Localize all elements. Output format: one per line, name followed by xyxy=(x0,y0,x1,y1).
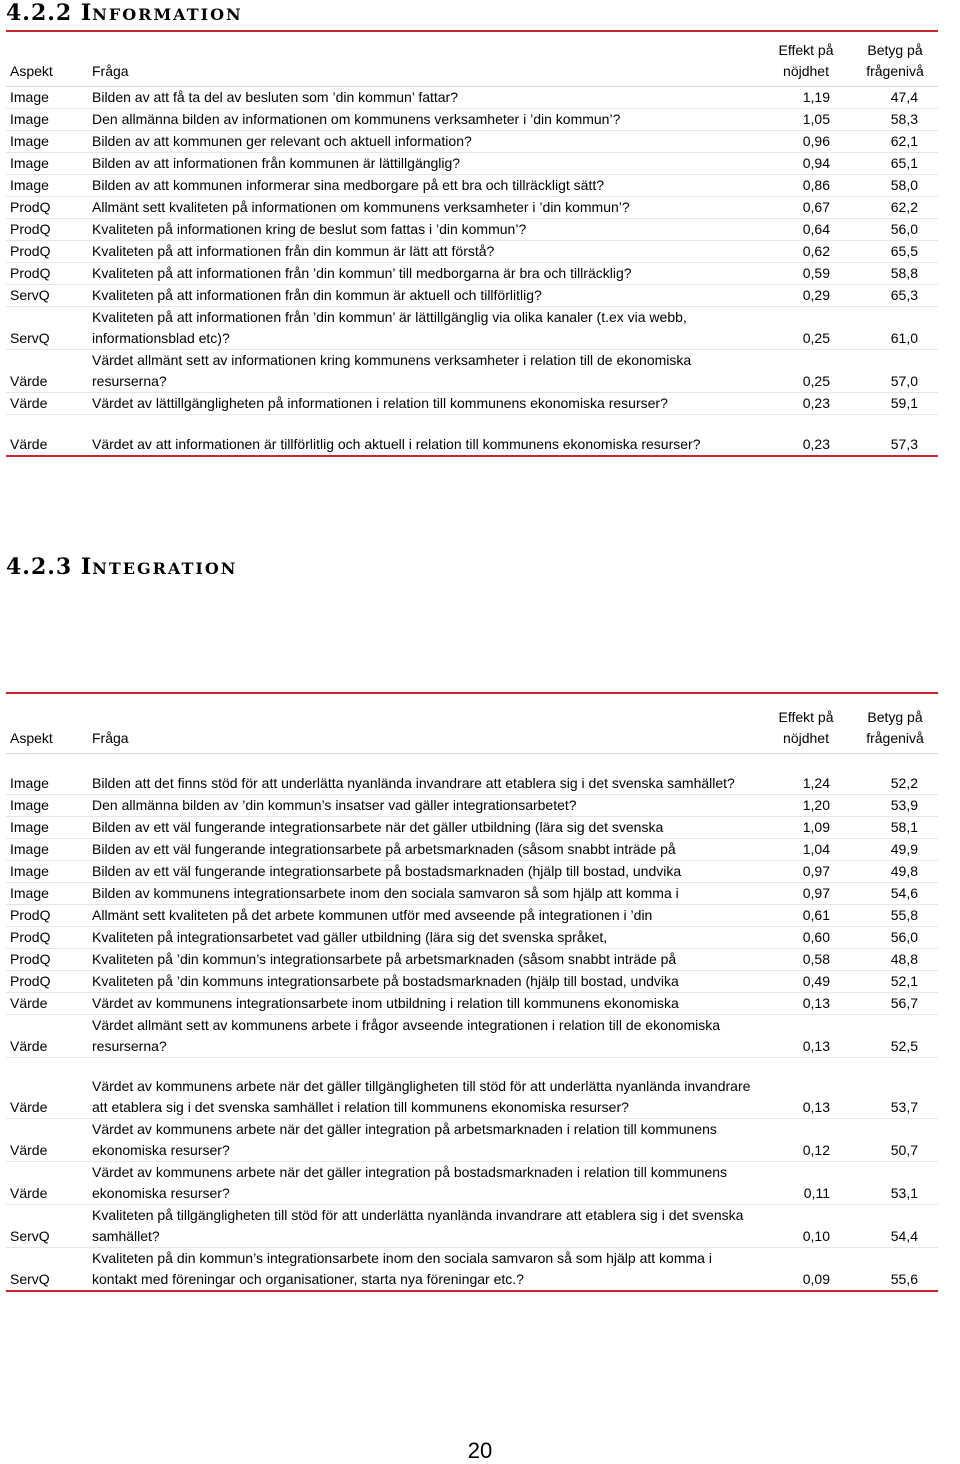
cell-effekt: 0,67 xyxy=(760,196,852,218)
cell-aspekt: ServQ xyxy=(6,284,88,306)
cell-fraga: Kvaliteten på att informationen från ’din kommun’ till medborgarna är bra och tillräcklig? xyxy=(88,262,760,284)
cell-betyg: 49,9 xyxy=(852,838,938,860)
cell-aspekt: Image xyxy=(6,753,88,794)
cell-betyg: 56,0 xyxy=(852,926,938,948)
cell-betyg: 55,6 xyxy=(852,1247,938,1291)
cell-aspekt: Image xyxy=(6,816,88,838)
table-row xyxy=(6,284,938,306)
table-row xyxy=(6,414,938,456)
table-header-row xyxy=(6,31,938,86)
cell-betyg: 62,2 xyxy=(852,196,938,218)
cell-aspekt: Image xyxy=(6,882,88,904)
cell-aspekt: Värde xyxy=(6,392,88,414)
cell-fraga: Värdet av kommunens arbete när det gäller integration på bostadsmarknaden i relation till kommunens ekonomiska resurser? xyxy=(88,1161,760,1204)
cell-betyg: 48,8 xyxy=(852,948,938,970)
cell-effekt: 0,64 xyxy=(760,218,852,240)
cell-fraga: Bilden av ett väl fungerande integrationsarbete när det gäller utbildning (lära sig det svenska xyxy=(88,816,760,838)
cell-effekt: 0,29 xyxy=(760,284,852,306)
cell-fraga: Bilden av ett väl fungerande integrationsarbete på bostadsmarknaden (hjälp till bostad, undvika xyxy=(88,860,760,882)
cell-fraga: Värdet av kommunens arbete när det gäller tillgängligheten till stöd för att underlätta nyanlända invandrare att etablera sig i det svenska samhället i relation till kommunens ekonomiska resurser? xyxy=(88,1057,760,1118)
cell-betyg: 53,1 xyxy=(852,1161,938,1204)
table-row xyxy=(6,816,938,838)
cell-fraga: Kvaliteten på din kommun’s integrationsarbete inom den sociala samvaron så som hjälp att komma i kontakt med föreningar och organisationer, starta nya föreningar etc.? xyxy=(88,1247,760,1291)
cell-fraga: Bilden att det finns stöd för att underlätta nyanlända invandrare att etablera sig i det svenska samhället? xyxy=(88,753,760,794)
cell-effekt: 1,20 xyxy=(760,794,852,816)
cell-aspekt: ProdQ xyxy=(6,240,88,262)
table-row xyxy=(6,349,938,392)
integration-table xyxy=(6,692,938,1292)
cell-fraga: Allmänt sett kvaliteten på det arbete kommunen utför med avseende på integrationen i ’din xyxy=(88,904,760,926)
cell-betyg: 52,1 xyxy=(852,970,938,992)
col-betyg: Betyg på frågenivå xyxy=(866,41,924,79)
table-row xyxy=(6,392,938,414)
cell-effekt: 0,13 xyxy=(760,1057,852,1118)
cell-aspekt: Image xyxy=(6,86,88,108)
col-aspekt: Aspekt xyxy=(10,729,53,746)
col-fraga: Fråga xyxy=(92,62,129,79)
cell-fraga: Den allmänna bilden av informationen om kommunens verksamheter i ’din kommun’? xyxy=(88,108,760,130)
cell-betyg: 62,1 xyxy=(852,130,938,152)
cell-aspekt: ServQ xyxy=(6,1204,88,1247)
cell-aspekt: Image xyxy=(6,860,88,882)
cell-aspekt: Image xyxy=(6,174,88,196)
cell-effekt: 1,09 xyxy=(760,816,852,838)
cell-fraga: Kvaliteten på att informationen från din kommun är aktuell och tillförlitlig? xyxy=(88,284,760,306)
cell-effekt: 0,25 xyxy=(760,306,852,349)
cell-betyg: 56,7 xyxy=(852,992,938,1014)
cell-fraga: Bilden av kommunens integrationsarbete inom den sociala samvaron så som hjälp att komma i xyxy=(88,882,760,904)
cell-effekt: 0,61 xyxy=(760,904,852,926)
cell-effekt: 0,62 xyxy=(760,240,852,262)
cell-effekt: 1,05 xyxy=(760,108,852,130)
cell-effekt: 0,23 xyxy=(760,392,852,414)
cell-fraga: Kvaliteten på att informationen från din kommun är lätt att förstå? xyxy=(88,240,760,262)
cell-aspekt: Värde xyxy=(6,1014,88,1057)
cell-fraga: Värdet av att informationen är tillförlitlig och aktuell i relation till kommunens ekonomiska resurser? xyxy=(88,414,760,456)
heading-first-letter: I xyxy=(80,0,93,26)
table-row xyxy=(6,794,938,816)
cell-betyg: 57,0 xyxy=(852,349,938,392)
cell-aspekt: ProdQ xyxy=(6,262,88,284)
table-row xyxy=(6,1204,938,1247)
col-effekt: Effekt på nöjdhet xyxy=(778,708,834,746)
cell-fraga: Bilden av att kommunen informerar sina medborgare på ett bra och tillräckligt sätt? xyxy=(88,174,760,196)
table-row xyxy=(6,904,938,926)
cell-aspekt: ProdQ xyxy=(6,904,88,926)
cell-aspekt: Image xyxy=(6,794,88,816)
cell-betyg: 55,8 xyxy=(852,904,938,926)
cell-betyg: 58,8 xyxy=(852,262,938,284)
cell-betyg: 65,5 xyxy=(852,240,938,262)
cell-fraga: Kvaliteten på informationen kring de beslut som fattas i ’din kommun’? xyxy=(88,218,760,240)
cell-fraga: Värdet allmänt sett av kommunens arbete i frågor avseende integrationen i relation till de ekonomiska resurserna? xyxy=(88,1014,760,1057)
cell-fraga: Kvaliteten på ’din kommuns integrationsarbete på bostadsmarknaden (hjälp till bostad, undvika xyxy=(88,970,760,992)
cell-aspekt: Värde xyxy=(6,1161,88,1204)
table-row xyxy=(6,152,938,174)
cell-fraga: Kvaliteten på tillgängligheten till stöd för att underlätta nyanlända invandrare att etablera sig i det svenska samhället? xyxy=(88,1204,760,1247)
cell-aspekt: ProdQ xyxy=(6,926,88,948)
cell-betyg: 59,1 xyxy=(852,392,938,414)
cell-aspekt: ProdQ xyxy=(6,948,88,970)
table-row xyxy=(6,1247,938,1291)
cell-aspekt: Värde xyxy=(6,349,88,392)
cell-effekt: 0,13 xyxy=(760,1014,852,1057)
page-number: 20 xyxy=(467,1438,493,1463)
cell-effekt: 0,60 xyxy=(760,926,852,948)
heading-rest: NFORMATION xyxy=(92,5,243,24)
cell-betyg: 57,3 xyxy=(852,414,938,456)
cell-fraga: Värdet av lättillgängligheten på informationen i relation till kommunens ekonomiska resurser? xyxy=(88,392,760,414)
cell-aspekt: Image xyxy=(6,838,88,860)
table-header-row xyxy=(6,693,938,753)
cell-fraga: Kvaliteten på integrationsarbetet vad gäller utbildning (lära sig det svenska språket, xyxy=(88,926,760,948)
cell-betyg: 58,1 xyxy=(852,816,938,838)
cell-effekt: 0,97 xyxy=(760,860,852,882)
cell-effekt: 0,09 xyxy=(760,1247,852,1291)
cell-effekt: 0,12 xyxy=(760,1118,852,1161)
table-row xyxy=(6,218,938,240)
cell-effekt: 0,49 xyxy=(760,970,852,992)
cell-effekt: 1,24 xyxy=(760,753,852,794)
cell-effekt: 1,19 xyxy=(760,86,852,108)
cell-effekt: 0,23 xyxy=(760,414,852,456)
cell-effekt: 0,59 xyxy=(760,262,852,284)
cell-aspekt: Värde xyxy=(6,992,88,1014)
table-row xyxy=(6,970,938,992)
cell-effekt: 0,11 xyxy=(760,1161,852,1204)
cell-fraga: Bilden av att kommunen ger relevant och aktuell information? xyxy=(88,130,760,152)
cell-betyg: 50,7 xyxy=(852,1118,938,1161)
cell-aspekt: ProdQ xyxy=(6,218,88,240)
heading-number: 4.2.3 xyxy=(6,554,73,580)
cell-effekt: 0,86 xyxy=(760,174,852,196)
cell-aspekt: ProdQ xyxy=(6,196,88,218)
cell-effekt: 0,58 xyxy=(760,948,852,970)
table-row xyxy=(6,130,938,152)
cell-effekt: 1,04 xyxy=(760,838,852,860)
cell-aspekt: Image xyxy=(6,152,88,174)
cell-effekt: 0,13 xyxy=(760,992,852,1014)
cell-fraga: Bilden av att informationen från kommunen är lättillgänglig? xyxy=(88,152,760,174)
cell-fraga: Den allmänna bilden av ’din kommun’s insatser vad gäller integrationsarbetet? xyxy=(88,794,760,816)
cell-betyg: 54,6 xyxy=(852,882,938,904)
table-row xyxy=(6,1014,938,1057)
cell-effekt: 0,94 xyxy=(760,152,852,174)
cell-betyg: 47,4 xyxy=(852,86,938,108)
col-aspekt: Aspekt xyxy=(10,62,53,79)
cell-betyg: 52,2 xyxy=(852,753,938,794)
table-row xyxy=(6,1057,938,1118)
heading-number: 4.2.2 xyxy=(6,0,73,26)
cell-fraga: Allmänt sett kvaliteten på informationen om kommunens verksamheter i ’din kommun’? xyxy=(88,196,760,218)
table-row xyxy=(6,1118,938,1161)
cell-betyg: 65,1 xyxy=(852,152,938,174)
cell-aspekt: ServQ xyxy=(6,306,88,349)
cell-fraga: Kvaliteten på att informationen från ’din kommun’ är lättillgänglig via olika kanaler (t.ex via webb, informationsblad etc)? xyxy=(88,306,760,349)
table-row xyxy=(6,882,938,904)
cell-betyg: 58,0 xyxy=(852,174,938,196)
cell-betyg: 53,7 xyxy=(852,1057,938,1118)
cell-aspekt: Värde xyxy=(6,1118,88,1161)
cell-betyg: 61,0 xyxy=(852,306,938,349)
cell-betyg: 49,8 xyxy=(852,860,938,882)
heading-first-letter: I xyxy=(80,554,93,580)
cell-aspekt: Image xyxy=(6,130,88,152)
information-table xyxy=(6,30,938,457)
table-row xyxy=(6,1161,938,1204)
cell-fraga: Kvaliteten på ’din kommun’s integrationsarbete på arbetsmarknaden (såsom snabbt inträde på xyxy=(88,948,760,970)
table-row xyxy=(6,992,938,1014)
col-betyg: Betyg på frågenivå xyxy=(866,708,924,746)
cell-aspekt: ServQ xyxy=(6,1247,88,1291)
cell-effekt: 0,97 xyxy=(760,882,852,904)
cell-aspekt: Image xyxy=(6,108,88,130)
table-row xyxy=(6,926,938,948)
cell-fraga: Värdet allmänt sett av informationen kring kommunens verksamheter i relation till de ekonomiska resurserna? xyxy=(88,349,760,392)
cell-fraga: Värdet av kommunens integrationsarbete inom utbildning i relation till kommunens ekonomiska xyxy=(88,992,760,1014)
section-heading-information xyxy=(6,0,243,26)
cell-aspekt: Värde xyxy=(6,414,88,456)
cell-fraga: Bilden av ett väl fungerande integrationsarbete på arbetsmarknaden (såsom snabbt inträde på xyxy=(88,838,760,860)
col-fraga: Fråga xyxy=(92,729,129,746)
col-effekt: Effekt på nöjdhet xyxy=(778,41,834,79)
cell-effekt: 0,25 xyxy=(760,349,852,392)
table-row xyxy=(6,196,938,218)
cell-effekt: 0,96 xyxy=(760,130,852,152)
cell-betyg: 58,3 xyxy=(852,108,938,130)
table-row xyxy=(6,306,938,349)
cell-aspekt: Värde xyxy=(6,1057,88,1118)
table-row xyxy=(6,108,938,130)
cell-betyg: 56,0 xyxy=(852,218,938,240)
table-row xyxy=(6,174,938,196)
cell-fraga: Värdet av kommunens arbete när det gäller integration på arbetsmarknaden i relation till kommunens ekonomiska resurser? xyxy=(88,1118,760,1161)
cell-aspekt: ProdQ xyxy=(6,970,88,992)
cell-betyg: 53,9 xyxy=(852,794,938,816)
table-row xyxy=(6,860,938,882)
section-heading-integration xyxy=(6,554,237,580)
cell-betyg: 54,4 xyxy=(852,1204,938,1247)
table-row xyxy=(6,262,938,284)
cell-fraga: Bilden av att få ta del av besluten som ’din kommun’ fattar? xyxy=(88,86,760,108)
table-row xyxy=(6,948,938,970)
cell-betyg: 65,3 xyxy=(852,284,938,306)
table-row xyxy=(6,753,938,794)
cell-betyg: 52,5 xyxy=(852,1014,938,1057)
table-row xyxy=(6,838,938,860)
heading-rest: NTEGRATION xyxy=(92,559,238,578)
cell-effekt: 0,10 xyxy=(760,1204,852,1247)
table-row xyxy=(6,86,938,108)
table-row xyxy=(6,240,938,262)
